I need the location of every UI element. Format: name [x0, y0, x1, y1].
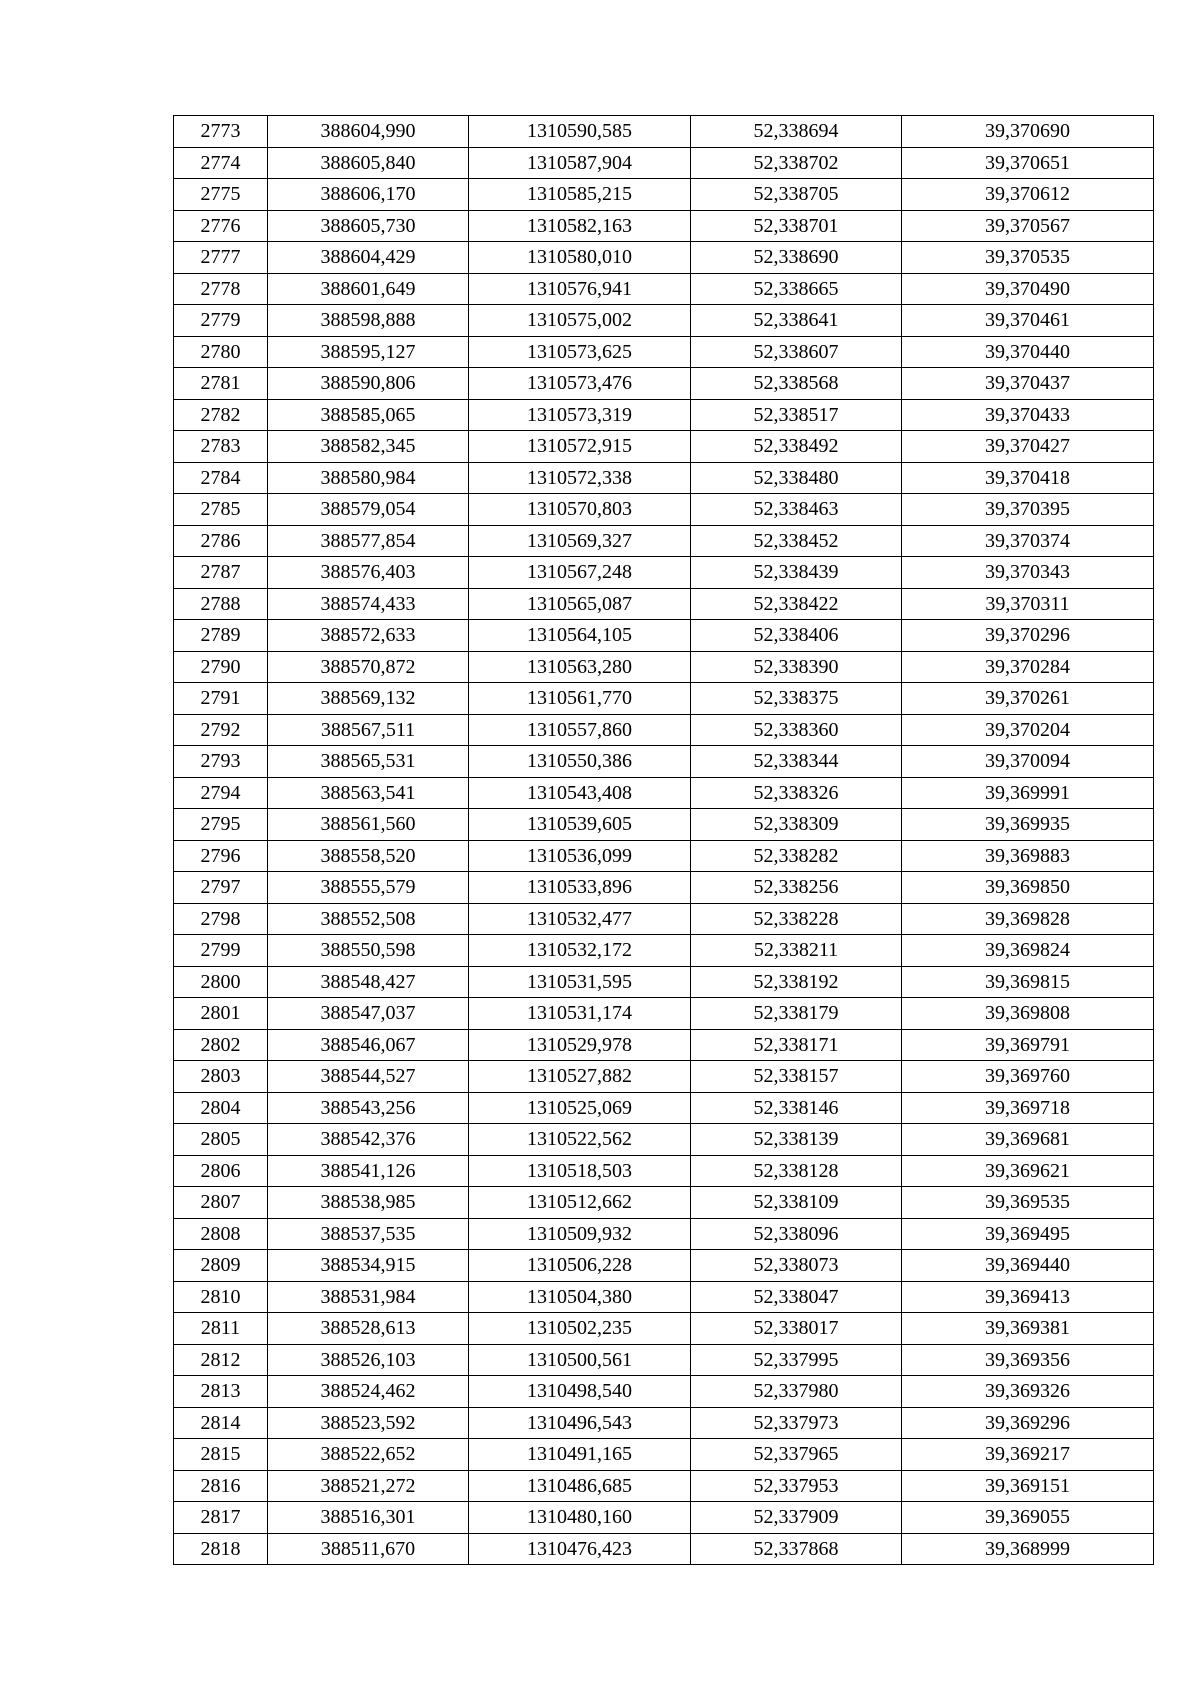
point-number-cell: 2778: [174, 273, 268, 305]
longitude-cell: 39,369935: [902, 809, 1154, 841]
table-row: [174, 273, 1154, 305]
point-number-cell: 2803: [174, 1061, 268, 1093]
point-number-cell: 2804: [174, 1092, 268, 1124]
y-coordinate-cell: 1310506,228: [469, 1250, 691, 1282]
latitude-cell: 52,338406: [691, 620, 902, 652]
table-row: [174, 525, 1154, 557]
point-number-cell: 2775: [174, 179, 268, 211]
table-row: [174, 935, 1154, 967]
x-coordinate-cell: 388579,054: [268, 494, 469, 526]
y-coordinate-cell: 1310532,477: [469, 903, 691, 935]
table-row: [174, 714, 1154, 746]
x-coordinate-cell: 388511,670: [268, 1533, 469, 1565]
longitude-cell: 39,369055: [902, 1502, 1154, 1534]
point-number-cell: 2809: [174, 1250, 268, 1282]
latitude-cell: 52,338492: [691, 431, 902, 463]
latitude-cell: 52,338326: [691, 777, 902, 809]
latitude-cell: 52,338344: [691, 746, 902, 778]
x-coordinate-cell: 388541,126: [268, 1155, 469, 1187]
latitude-cell: 52,337973: [691, 1407, 902, 1439]
latitude-cell: 52,338375: [691, 683, 902, 715]
x-coordinate-cell: 388606,170: [268, 179, 469, 211]
longitude-cell: 39,370535: [902, 242, 1154, 274]
x-coordinate-cell: 388561,560: [268, 809, 469, 841]
y-coordinate-cell: 1310533,896: [469, 872, 691, 904]
point-number-cell: 2785: [174, 494, 268, 526]
point-number-cell: 2776: [174, 210, 268, 242]
table-row: [174, 588, 1154, 620]
y-coordinate-cell: 1310567,248: [469, 557, 691, 589]
y-coordinate-cell: 1310476,423: [469, 1533, 691, 1565]
x-coordinate-cell: 388516,301: [268, 1502, 469, 1534]
longitude-cell: 39,370343: [902, 557, 1154, 589]
x-coordinate-cell: 388558,520: [268, 840, 469, 872]
longitude-cell: 39,370395: [902, 494, 1154, 526]
table-row: [174, 1376, 1154, 1408]
latitude-cell: 52,338146: [691, 1092, 902, 1124]
latitude-cell: 52,338517: [691, 399, 902, 431]
point-number-cell: 2813: [174, 1376, 268, 1408]
longitude-cell: 39,369440: [902, 1250, 1154, 1282]
table-row: [174, 746, 1154, 778]
table-row: [174, 872, 1154, 904]
latitude-cell: 52,338463: [691, 494, 902, 526]
longitude-cell: 39,369824: [902, 935, 1154, 967]
latitude-cell: 52,338047: [691, 1281, 902, 1313]
latitude-cell: 52,338480: [691, 462, 902, 494]
longitude-cell: 39,370690: [902, 116, 1154, 148]
table-row: [174, 1250, 1154, 1282]
point-number-cell: 2784: [174, 462, 268, 494]
table-row: [174, 1218, 1154, 1250]
y-coordinate-cell: 1310536,099: [469, 840, 691, 872]
point-number-cell: 2781: [174, 368, 268, 400]
latitude-cell: 52,338665: [691, 273, 902, 305]
point-number-cell: 2789: [174, 620, 268, 652]
table-row: [174, 242, 1154, 274]
longitude-cell: 39,370094: [902, 746, 1154, 778]
y-coordinate-cell: 1310498,540: [469, 1376, 691, 1408]
longitude-cell: 39,369326: [902, 1376, 1154, 1408]
table-row: [174, 683, 1154, 715]
latitude-cell: 52,338641: [691, 305, 902, 337]
point-number-cell: 2812: [174, 1344, 268, 1376]
table-row: [174, 557, 1154, 589]
point-number-cell: 2798: [174, 903, 268, 935]
table-row: [174, 147, 1154, 179]
point-number-cell: 2811: [174, 1313, 268, 1345]
longitude-cell: 39,369296: [902, 1407, 1154, 1439]
longitude-cell: 39,369828: [902, 903, 1154, 935]
longitude-cell: 39,369991: [902, 777, 1154, 809]
latitude-cell: 52,338705: [691, 179, 902, 211]
y-coordinate-cell: 1310572,915: [469, 431, 691, 463]
x-coordinate-cell: 388555,579: [268, 872, 469, 904]
point-number-cell: 2797: [174, 872, 268, 904]
table-row: [174, 1470, 1154, 1502]
latitude-cell: 52,338282: [691, 840, 902, 872]
x-coordinate-cell: 388534,915: [268, 1250, 469, 1282]
point-number-cell: 2792: [174, 714, 268, 746]
latitude-cell: 52,338192: [691, 966, 902, 998]
latitude-cell: 52,338702: [691, 147, 902, 179]
latitude-cell: 52,338017: [691, 1313, 902, 1345]
x-coordinate-cell: 388524,462: [268, 1376, 469, 1408]
point-number-cell: 2791: [174, 683, 268, 715]
y-coordinate-cell: 1310573,625: [469, 336, 691, 368]
longitude-cell: 39,369621: [902, 1155, 1154, 1187]
longitude-cell: 39,369217: [902, 1439, 1154, 1471]
longitude-cell: 39,370490: [902, 273, 1154, 305]
point-number-cell: 2818: [174, 1533, 268, 1565]
point-number-cell: 2788: [174, 588, 268, 620]
latitude-cell: 52,337953: [691, 1470, 902, 1502]
longitude-cell: 39,369151: [902, 1470, 1154, 1502]
table-row: [174, 1533, 1154, 1565]
y-coordinate-cell: 1310527,882: [469, 1061, 691, 1093]
longitude-cell: 39,369883: [902, 840, 1154, 872]
x-coordinate-cell: 388590,806: [268, 368, 469, 400]
longitude-cell: 39,370567: [902, 210, 1154, 242]
x-coordinate-cell: 388552,508: [268, 903, 469, 935]
point-number-cell: 2814: [174, 1407, 268, 1439]
y-coordinate-cell: 1310557,860: [469, 714, 691, 746]
x-coordinate-cell: 388550,598: [268, 935, 469, 967]
latitude-cell: 52,337980: [691, 1376, 902, 1408]
coordinates-table: [173, 115, 1154, 1565]
y-coordinate-cell: 1310491,165: [469, 1439, 691, 1471]
point-number-cell: 2790: [174, 651, 268, 683]
x-coordinate-cell: 388601,649: [268, 273, 469, 305]
latitude-cell: 52,338211: [691, 935, 902, 967]
x-coordinate-cell: 388604,990: [268, 116, 469, 148]
y-coordinate-cell: 1310587,904: [469, 147, 691, 179]
point-number-cell: 2801: [174, 998, 268, 1030]
y-coordinate-cell: 1310500,561: [469, 1344, 691, 1376]
table-row: [174, 1281, 1154, 1313]
x-coordinate-cell: 388582,345: [268, 431, 469, 463]
point-number-cell: 2793: [174, 746, 268, 778]
latitude-cell: 52,338690: [691, 242, 902, 274]
table-row: [174, 651, 1154, 683]
table-row: [174, 462, 1154, 494]
longitude-cell: 39,369815: [902, 966, 1154, 998]
x-coordinate-cell: 388574,433: [268, 588, 469, 620]
point-number-cell: 2774: [174, 147, 268, 179]
point-number-cell: 2807: [174, 1187, 268, 1219]
point-number-cell: 2780: [174, 336, 268, 368]
longitude-cell: 39,369791: [902, 1029, 1154, 1061]
table-row: [174, 777, 1154, 809]
latitude-cell: 52,338228: [691, 903, 902, 935]
point-number-cell: 2795: [174, 809, 268, 841]
y-coordinate-cell: 1310543,408: [469, 777, 691, 809]
table-row: [174, 1061, 1154, 1093]
point-number-cell: 2777: [174, 242, 268, 274]
x-coordinate-cell: 388565,531: [268, 746, 469, 778]
point-number-cell: 2800: [174, 966, 268, 998]
x-coordinate-cell: 388605,730: [268, 210, 469, 242]
y-coordinate-cell: 1310563,280: [469, 651, 691, 683]
y-coordinate-cell: 1310590,585: [469, 116, 691, 148]
latitude-cell: 52,338073: [691, 1250, 902, 1282]
table-row: [174, 210, 1154, 242]
y-coordinate-cell: 1310550,386: [469, 746, 691, 778]
point-number-cell: 2782: [174, 399, 268, 431]
y-coordinate-cell: 1310518,503: [469, 1155, 691, 1187]
x-coordinate-cell: 388563,541: [268, 777, 469, 809]
x-coordinate-cell: 388531,984: [268, 1281, 469, 1313]
latitude-cell: 52,338309: [691, 809, 902, 841]
x-coordinate-cell: 388585,065: [268, 399, 469, 431]
longitude-cell: 39,370427: [902, 431, 1154, 463]
table-row: [174, 1439, 1154, 1471]
table-row: [174, 494, 1154, 526]
table-row: [174, 179, 1154, 211]
latitude-cell: 52,338256: [691, 872, 902, 904]
point-number-cell: 2802: [174, 1029, 268, 1061]
table-row: [174, 399, 1154, 431]
point-number-cell: 2783: [174, 431, 268, 463]
y-coordinate-cell: 1310531,595: [469, 966, 691, 998]
x-coordinate-cell: 388548,427: [268, 966, 469, 998]
table-row: [174, 1502, 1154, 1534]
latitude-cell: 52,337909: [691, 1502, 902, 1534]
x-coordinate-cell: 388526,103: [268, 1344, 469, 1376]
longitude-cell: 39,369760: [902, 1061, 1154, 1093]
table-row: [174, 336, 1154, 368]
y-coordinate-cell: 1310509,932: [469, 1218, 691, 1250]
y-coordinate-cell: 1310532,172: [469, 935, 691, 967]
x-coordinate-cell: 388567,511: [268, 714, 469, 746]
table-row: [174, 998, 1154, 1030]
y-coordinate-cell: 1310582,163: [469, 210, 691, 242]
longitude-cell: 39,369381: [902, 1313, 1154, 1345]
latitude-cell: 52,338128: [691, 1155, 902, 1187]
latitude-cell: 52,338607: [691, 336, 902, 368]
point-number-cell: 2796: [174, 840, 268, 872]
point-number-cell: 2806: [174, 1155, 268, 1187]
y-coordinate-cell: 1310522,562: [469, 1124, 691, 1156]
latitude-cell: 52,338171: [691, 1029, 902, 1061]
latitude-cell: 52,338422: [691, 588, 902, 620]
table-row: [174, 620, 1154, 652]
table-row: [174, 903, 1154, 935]
x-coordinate-cell: 388598,888: [268, 305, 469, 337]
latitude-cell: 52,338701: [691, 210, 902, 242]
point-number-cell: 2786: [174, 525, 268, 557]
longitude-cell: 39,369495: [902, 1218, 1154, 1250]
y-coordinate-cell: 1310496,543: [469, 1407, 691, 1439]
x-coordinate-cell: 388580,984: [268, 462, 469, 494]
point-number-cell: 2787: [174, 557, 268, 589]
point-number-cell: 2815: [174, 1439, 268, 1471]
x-coordinate-cell: 388542,376: [268, 1124, 469, 1156]
y-coordinate-cell: 1310585,215: [469, 179, 691, 211]
longitude-cell: 39,370296: [902, 620, 1154, 652]
point-number-cell: 2799: [174, 935, 268, 967]
y-coordinate-cell: 1310486,685: [469, 1470, 691, 1502]
y-coordinate-cell: 1310575,002: [469, 305, 691, 337]
x-coordinate-cell: 388528,613: [268, 1313, 469, 1345]
coordinates-table-body: [174, 116, 1154, 1565]
x-coordinate-cell: 388546,067: [268, 1029, 469, 1061]
y-coordinate-cell: 1310569,327: [469, 525, 691, 557]
point-number-cell: 2808: [174, 1218, 268, 1250]
x-coordinate-cell: 388595,127: [268, 336, 469, 368]
point-number-cell: 2779: [174, 305, 268, 337]
y-coordinate-cell: 1310565,087: [469, 588, 691, 620]
y-coordinate-cell: 1310564,105: [469, 620, 691, 652]
point-number-cell: 2810: [174, 1281, 268, 1313]
table-row: [174, 116, 1154, 148]
longitude-cell: 39,370374: [902, 525, 1154, 557]
y-coordinate-cell: 1310572,338: [469, 462, 691, 494]
longitude-cell: 39,370418: [902, 462, 1154, 494]
y-coordinate-cell: 1310512,662: [469, 1187, 691, 1219]
longitude-cell: 39,370433: [902, 399, 1154, 431]
table-row: [174, 305, 1154, 337]
table-row: [174, 368, 1154, 400]
latitude-cell: 52,337868: [691, 1533, 902, 1565]
longitude-cell: 39,368999: [902, 1533, 1154, 1565]
latitude-cell: 52,337995: [691, 1344, 902, 1376]
point-number-cell: 2794: [174, 777, 268, 809]
longitude-cell: 39,369413: [902, 1281, 1154, 1313]
table-row: [174, 1155, 1154, 1187]
latitude-cell: 52,338568: [691, 368, 902, 400]
latitude-cell: 52,338109: [691, 1187, 902, 1219]
table-row: [174, 1092, 1154, 1124]
table-row: [174, 1313, 1154, 1345]
x-coordinate-cell: 388572,633: [268, 620, 469, 652]
longitude-cell: 39,370651: [902, 147, 1154, 179]
y-coordinate-cell: 1310539,605: [469, 809, 691, 841]
latitude-cell: 52,338694: [691, 116, 902, 148]
longitude-cell: 39,369681: [902, 1124, 1154, 1156]
x-coordinate-cell: 388523,592: [268, 1407, 469, 1439]
longitude-cell: 39,369850: [902, 872, 1154, 904]
longitude-cell: 39,369808: [902, 998, 1154, 1030]
latitude-cell: 52,337965: [691, 1439, 902, 1471]
latitude-cell: 52,338452: [691, 525, 902, 557]
table-row: [174, 431, 1154, 463]
y-coordinate-cell: 1310480,160: [469, 1502, 691, 1534]
table-row: [174, 1187, 1154, 1219]
x-coordinate-cell: 388576,403: [268, 557, 469, 589]
x-coordinate-cell: 388521,272: [268, 1470, 469, 1502]
table-row: [174, 1407, 1154, 1439]
longitude-cell: 39,370284: [902, 651, 1154, 683]
y-coordinate-cell: 1310580,010: [469, 242, 691, 274]
table-row: [174, 1029, 1154, 1061]
table-row: [174, 1124, 1154, 1156]
latitude-cell: 52,338360: [691, 714, 902, 746]
x-coordinate-cell: 388570,872: [268, 651, 469, 683]
x-coordinate-cell: 388538,985: [268, 1187, 469, 1219]
y-coordinate-cell: 1310570,803: [469, 494, 691, 526]
x-coordinate-cell: 388522,652: [268, 1439, 469, 1471]
longitude-cell: 39,370612: [902, 179, 1154, 211]
x-coordinate-cell: 388604,429: [268, 242, 469, 274]
y-coordinate-cell: 1310504,380: [469, 1281, 691, 1313]
latitude-cell: 52,338179: [691, 998, 902, 1030]
table-row: [174, 840, 1154, 872]
latitude-cell: 52,338139: [691, 1124, 902, 1156]
point-number-cell: 2817: [174, 1502, 268, 1534]
x-coordinate-cell: 388569,132: [268, 683, 469, 715]
table-row: [174, 966, 1154, 998]
y-coordinate-cell: 1310573,476: [469, 368, 691, 400]
x-coordinate-cell: 388543,256: [268, 1092, 469, 1124]
table-row: [174, 1344, 1154, 1376]
latitude-cell: 52,338096: [691, 1218, 902, 1250]
longitude-cell: 39,370261: [902, 683, 1154, 715]
y-coordinate-cell: 1310573,319: [469, 399, 691, 431]
y-coordinate-cell: 1310525,069: [469, 1092, 691, 1124]
latitude-cell: 52,338157: [691, 1061, 902, 1093]
latitude-cell: 52,338439: [691, 557, 902, 589]
point-number-cell: 2805: [174, 1124, 268, 1156]
x-coordinate-cell: 388537,535: [268, 1218, 469, 1250]
latitude-cell: 52,338390: [691, 651, 902, 683]
y-coordinate-cell: 1310531,174: [469, 998, 691, 1030]
longitude-cell: 39,370437: [902, 368, 1154, 400]
point-number-cell: 2816: [174, 1470, 268, 1502]
longitude-cell: 39,370461: [902, 305, 1154, 337]
longitude-cell: 39,370311: [902, 588, 1154, 620]
x-coordinate-cell: 388605,840: [268, 147, 469, 179]
table-row: [174, 809, 1154, 841]
x-coordinate-cell: 388547,037: [268, 998, 469, 1030]
longitude-cell: 39,369356: [902, 1344, 1154, 1376]
y-coordinate-cell: 1310529,978: [469, 1029, 691, 1061]
longitude-cell: 39,369535: [902, 1187, 1154, 1219]
x-coordinate-cell: 388544,527: [268, 1061, 469, 1093]
y-coordinate-cell: 1310561,770: [469, 683, 691, 715]
point-number-cell: 2773: [174, 116, 268, 148]
longitude-cell: 39,370204: [902, 714, 1154, 746]
y-coordinate-cell: 1310576,941: [469, 273, 691, 305]
y-coordinate-cell: 1310502,235: [469, 1313, 691, 1345]
longitude-cell: 39,370440: [902, 336, 1154, 368]
longitude-cell: 39,369718: [902, 1092, 1154, 1124]
x-coordinate-cell: 388577,854: [268, 525, 469, 557]
